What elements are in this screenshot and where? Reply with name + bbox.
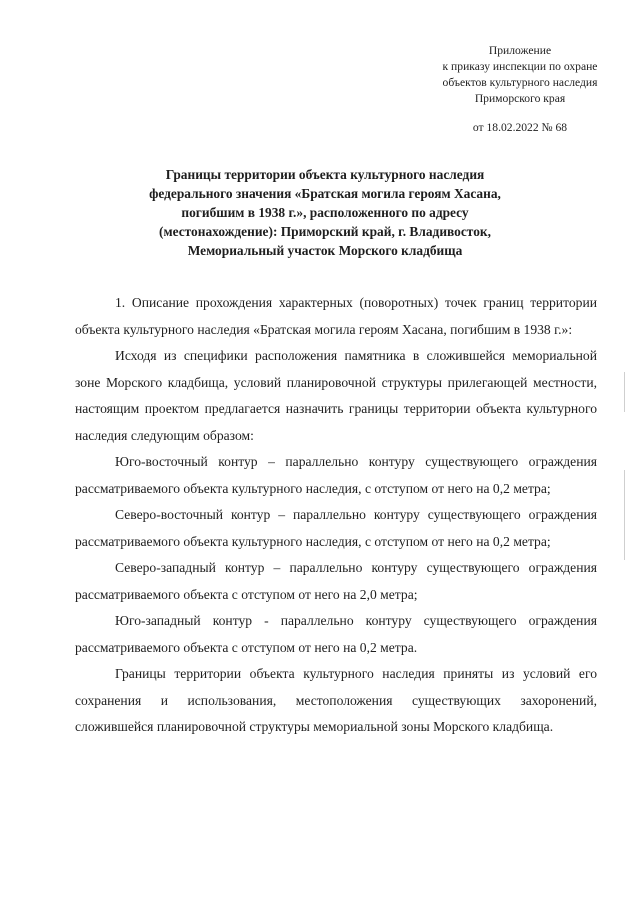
paragraph-southeast-contour: Юго-восточный контур – параллельно контуру существующего ограждения рассматриваемого объекта культурного наследия, с отступом от него на 0,2 метра; [75,454,597,496]
paragraph-rationale: Исходя из специфики расположения памятника в сложившейся мемориальной зоне Морского кладбища, условий планировочной структуры прилегающей местности, настоящим проектом предлагается назначить границы территории объекта культурного наследия следующим образом: [75,348,597,443]
appendix-line: Приморского края [474,92,566,105]
title-line: федерального значения «Братская могила героям Хасана, [149,186,501,201]
title-line: Границы территории объекта культурного наследия [165,167,485,182]
title-line: погибшим в 1938 г.», расположенного по адресу [181,205,469,220]
appendix-line: объектов культурного наследия [442,76,598,89]
title-line: (местонахождение): Приморский край, г. Владивосток, [159,224,491,239]
appendix-line: Приложение [488,44,552,57]
paragraph-section-1: 1. Описание прохождения характерных (поворотных) точек границ территории объекта культурного наследия «Братская могила героям Хасана, погибшим в 1938 г.»: [75,295,597,337]
paragraph-southwest-contour: Юго-западный контур - параллельно контуру существующего ограждения рассматриваемого объекта с отступом от него на 0,2 метра. [75,613,597,655]
appendix-header [420,43,620,107]
scan-margin-mark [624,372,625,412]
order-reference: от 18.02.2022 № 68 [472,121,568,134]
title-line: Мемориальный участок Морского кладбища [187,243,463,258]
paragraph-northeast-contour: Северо-восточный контур – параллельно контуру существующего ограждения рассматриваемого объекта культурного наследия, с отступом от него на 0,2 метра; [75,507,597,549]
appendix-line: к приказу инспекции по охране [442,60,598,73]
paragraph-conclusion: Границы территории объекта культурного наследия приняты из условий его сохранения и использования, местоположения существующих захоронений, сложившейся планировочной структуры мемориальной зоны Морского кладбища. [75,666,597,734]
document-body [75,290,597,741]
document-title [60,165,590,260]
paragraph-northwest-contour: Северо-западный контур – параллельно контуру существующего ограждения рассматриваемого объекта с отступом от него на 2,0 метра; [75,560,597,602]
scan-margin-mark [624,470,625,560]
